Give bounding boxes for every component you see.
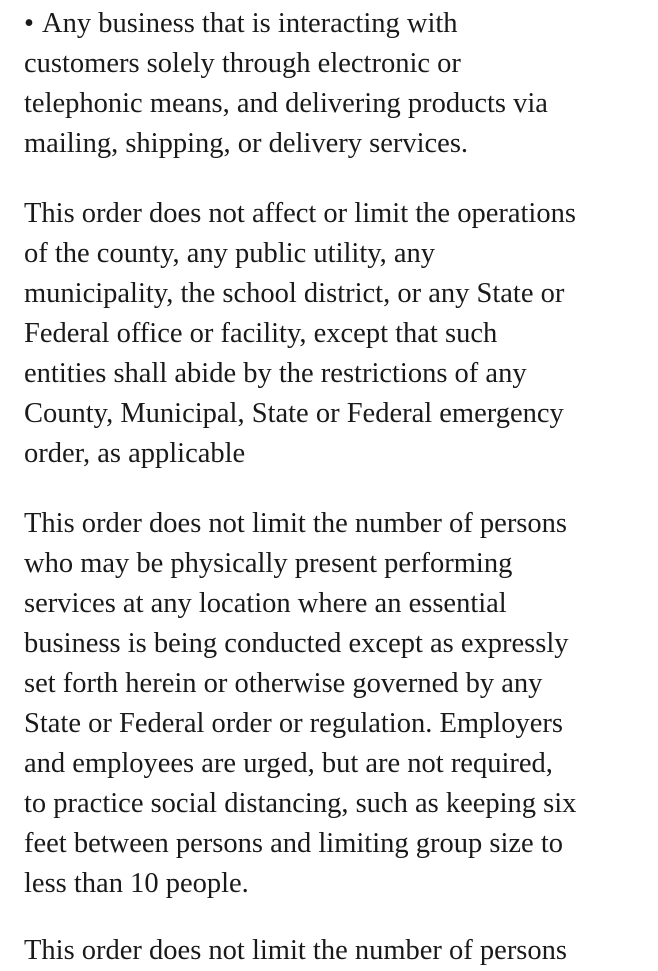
cut-off-text-line: This order does not limit the number of persons [24, 935, 567, 966]
text-line: This order does not limit the number of persons [24, 508, 567, 539]
text-line: Federal office or facility, except that such [24, 318, 498, 349]
text-line: to practice social distancing, such as keeping six [24, 788, 577, 819]
paragraph-operations [24, 194, 644, 474]
text-line: mailing, shipping, or delivery services. [24, 128, 469, 159]
text-line: municipality, the school district, or any State or [24, 278, 565, 309]
text-line: County, Municipal, State or Federal emergency [24, 398, 564, 429]
text-line: less than 10 people. [24, 868, 249, 899]
paragraph-gap [24, 474, 644, 504]
text-line: set forth herein or otherwise governed by any [24, 668, 543, 699]
text-line: of the county, any public utility, any [24, 238, 436, 269]
paragraph-gap [24, 164, 644, 194]
bullet-list-item [24, 4, 644, 164]
text-line: telephonic means, and delivering products via [24, 88, 548, 119]
text-line: services at any location where an essential [24, 588, 507, 619]
paragraph-persons [24, 504, 644, 904]
document-body [24, 0, 644, 904]
bullet-icon: • [24, 8, 34, 39]
text-line: order, as applicable [24, 438, 246, 469]
text-line: customers solely through electronic or [24, 48, 461, 79]
text-line: entities shall abide by the restrictions of any [24, 358, 527, 389]
text-line [24, 4, 644, 44]
bullet-text: Any business that is interacting with [41, 8, 458, 39]
text-line: This order does not affect or limit the operations [24, 198, 576, 229]
text-line: business is being conducted except as expressly [24, 628, 569, 659]
text-line: who may be physically present performing [24, 548, 513, 579]
text-line: and employees are urged, but are not required, [24, 748, 553, 779]
text-line: State or Federal order or regulation. Employers [24, 708, 563, 739]
text-line: feet between persons and limiting group size to [24, 828, 563, 859]
